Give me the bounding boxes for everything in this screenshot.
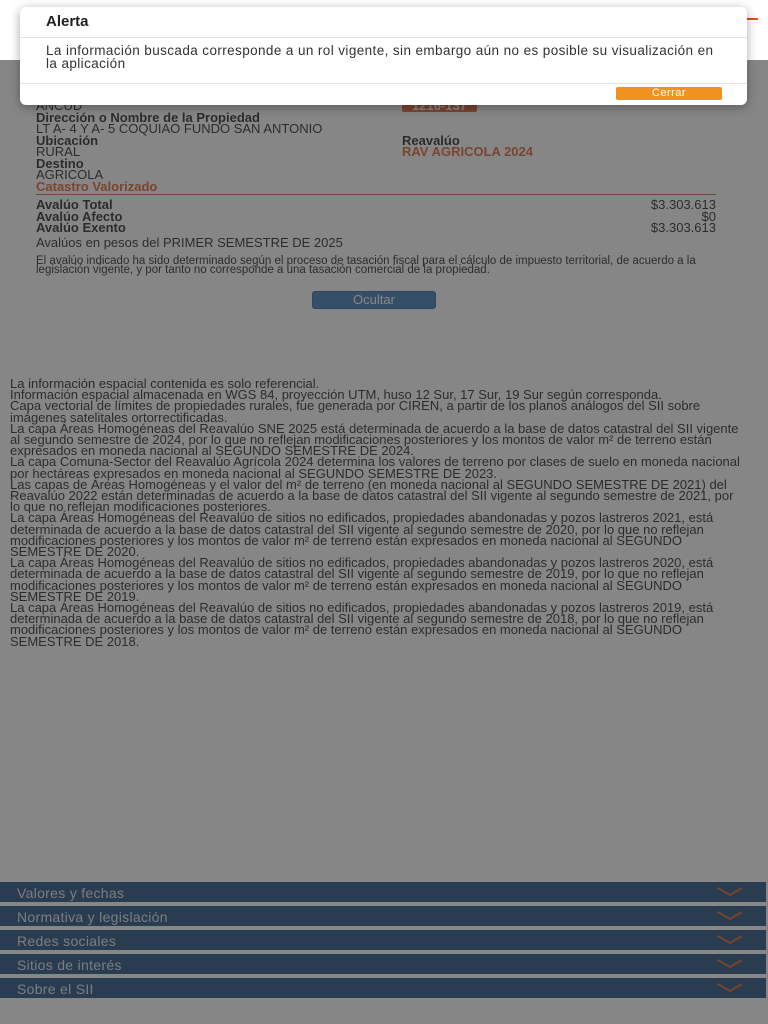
divider (20, 37, 747, 38)
alert-dialog (20, 7, 747, 105)
alert-message: La información buscada corresponde a un rol vigente, sin embargo aún no es posible su visualización en la aplicación (46, 43, 714, 71)
divider (20, 83, 747, 84)
alert-title: Alerta (46, 13, 89, 30)
menu-icon (746, 18, 758, 20)
close-button[interactable]: Cerrar (616, 87, 722, 100)
